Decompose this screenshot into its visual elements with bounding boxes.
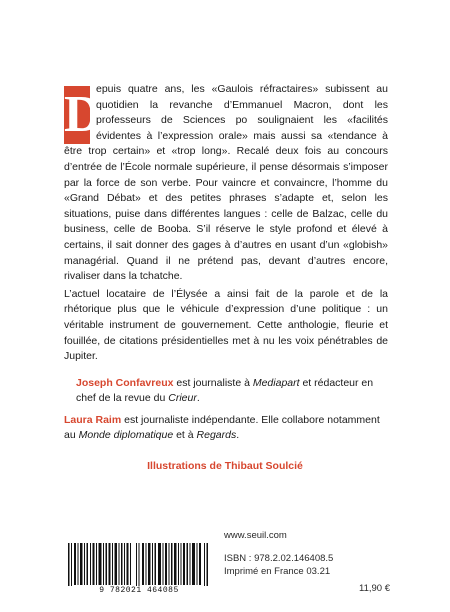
barcode-number: 9 782021 464085 bbox=[64, 586, 214, 595]
blurb bbox=[64, 82, 388, 365]
author-name: Joseph Confavreux bbox=[76, 377, 174, 389]
bio-text: est journaliste à bbox=[173, 377, 253, 389]
bio-publication: Monde diplomatique bbox=[78, 429, 174, 442]
blurb-paragraph-1-text: epuis quatre ans, les «Gaulois réfractaires» subissent au quotidien la revanche d’Emmanuel Macron, dont les professeurs de Sciences po soulignaient les «facilités évidentes à l’expression orale» mais aussi sa «tendance à être trop certain» et «trop long». Recalé deux fois au concours d’entrée de l’École normale supérieure, il pense désormais s’imposer par la force de son verbe. Pour vaincre et convaincre, l’homme du «Grand Débat» et des petites phrases s’adapte et, selon les situations, puise dans différentes langues : celle de Balzac, celle du business, celle de Booba. S’il réserve le style profond et élevé à certains, il sait donner des gages à d’autres en usant d’un «globish» managérial. Quand il ne prétend pas, devant d’autres encore, rivaliser dans la tchatche. bbox=[64, 83, 388, 283]
bio-publication: Crieur bbox=[168, 392, 197, 405]
bio-text: et à bbox=[173, 429, 197, 442]
bio-publication: Mediapart bbox=[252, 377, 300, 389]
drop-cap: D bbox=[64, 86, 102, 143]
printed-info: Imprimé en France 03.21 bbox=[224, 566, 331, 577]
author-bio-confavreux bbox=[64, 376, 388, 407]
bio-text: . bbox=[196, 392, 200, 405]
blurb-paragraph-2: L’actuel locataire de l’Élysée a ainsi fait de la parole et de la rhétorique plus que le véhicule d’expression d’une politique : un véritable instrument de gouvernement. Cette anthologie, fleurie et fouillée, de citations présidentielles met à nu les voix pénétrables de Jupiter. bbox=[64, 287, 388, 363]
author-name: Laura Raim bbox=[64, 413, 122, 426]
bio-text: est journaliste indépendante. Elle collabore notamment au bbox=[64, 413, 380, 442]
blurb-paragraph-1 bbox=[64, 82, 388, 285]
bio-publication: Regards bbox=[196, 429, 237, 442]
barcode bbox=[64, 543, 214, 597]
isbn-block bbox=[224, 552, 333, 578]
price: 11,90 € bbox=[359, 583, 390, 594]
bio-text: et rédacteur en chef de la revue du bbox=[76, 377, 374, 405]
bio-text: . bbox=[236, 429, 240, 442]
author-bios bbox=[64, 376, 388, 450]
author-bio-raim bbox=[64, 413, 388, 444]
publisher-website: www.seuil.com bbox=[224, 530, 287, 541]
barcode-icon bbox=[64, 543, 214, 589]
illustrations-credit: Illustrations de Thibaut Soulcié bbox=[147, 460, 303, 472]
isbn: ISBN : 978.2.02.146408.5 bbox=[224, 553, 334, 564]
